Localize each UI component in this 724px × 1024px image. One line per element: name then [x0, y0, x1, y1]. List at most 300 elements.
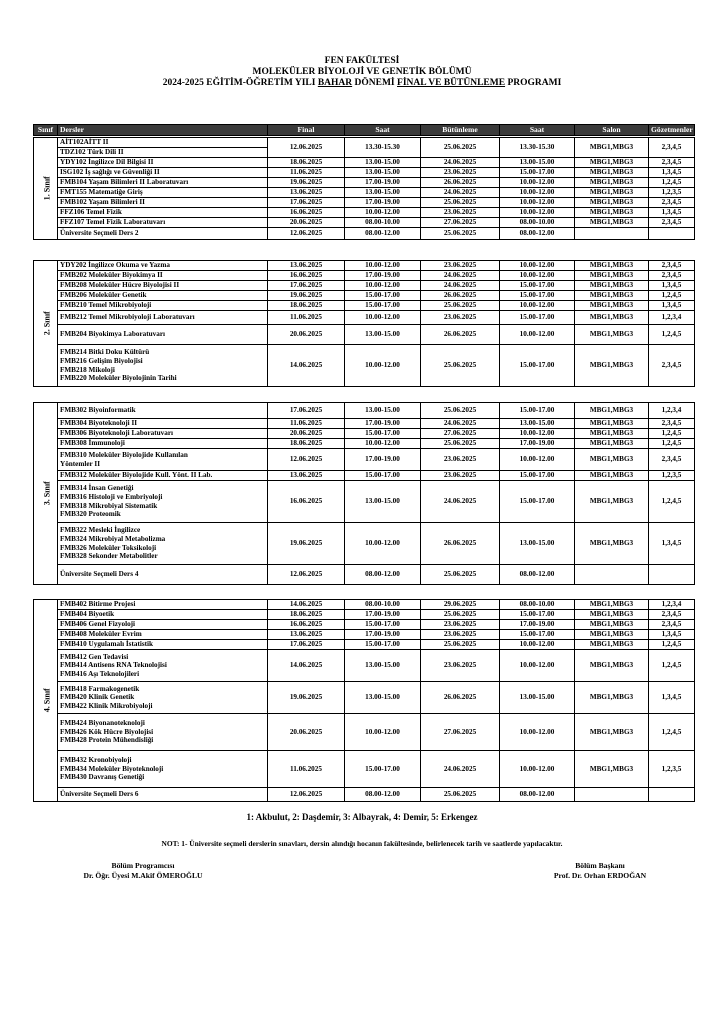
final-time: 10.00-12.00	[345, 208, 421, 218]
course-cell-group	[58, 751, 268, 788]
final-date: 19.06.2025	[268, 178, 345, 188]
proctors: 1,3,4,5	[649, 630, 695, 640]
course-line: FMB316 Histoloji ve Embriyoloji	[60, 492, 163, 501]
makeup-time: 10.00-12.00	[500, 449, 575, 471]
signature-name: Prof. Dr. Orhan ERDOĞAN	[553, 871, 647, 880]
table-row	[34, 640, 695, 650]
room: MBG1,MBG3	[575, 620, 649, 630]
final-time: 13.00-15.00	[345, 325, 421, 345]
table-row	[34, 439, 695, 449]
final-date: 19.06.2025	[268, 682, 345, 714]
table-row	[34, 208, 695, 218]
makeup-date: 23.06.2025	[421, 311, 500, 325]
makeup-time: 10.00-12.00	[500, 429, 575, 439]
course-line: FMB426 Kök Hücre Biyolojisi	[60, 727, 154, 736]
proctors	[649, 228, 695, 240]
proctors: 1,2,3,5	[649, 188, 695, 198]
final-date: 13.06.2025	[268, 471, 345, 481]
proctors: 1,2,4,5	[649, 481, 695, 523]
final-time: 15.00-17.00	[345, 620, 421, 630]
final-time: 13.00-15.00	[345, 168, 421, 178]
final-date: 12.06.2025	[268, 788, 345, 802]
makeup-time: 15.00-17.00	[500, 403, 575, 419]
final-time: 17.00-19.00	[345, 419, 421, 429]
room: MBG1,MBG3	[575, 271, 649, 281]
year-label	[34, 261, 58, 387]
course-cell: Üniversite Seçmeli Ders 6	[58, 788, 268, 802]
table-row	[34, 218, 695, 228]
course-cell: FMB402 Bitirme Projesi	[58, 600, 268, 610]
course-cell: FMB202 Moleküler Biyokimya II	[58, 271, 268, 281]
year-label-text: 1. Sınıf	[42, 176, 52, 201]
makeup-date: 23.06.2025	[421, 620, 500, 630]
col-sinif: Sınıf	[34, 125, 58, 136]
year2-table	[33, 260, 695, 387]
proctors: 2,3,4,5	[649, 620, 695, 630]
program-title-exams: FİNAL VE BÜTÜNLEME	[397, 78, 506, 88]
table-row	[34, 311, 695, 325]
course-cell: FMB212 Temel Mikrobiyoloji Laboratuvarı	[58, 311, 268, 325]
makeup-time: 08.00-10.00	[500, 600, 575, 610]
room: MBG1,MBG3	[575, 345, 649, 387]
makeup-date: 25.06.2025	[421, 403, 500, 419]
table-row	[34, 429, 695, 439]
makeup-date: 24.06.2025	[421, 419, 500, 429]
makeup-time: 08.00-12.00	[500, 565, 575, 585]
course-line: FMB314 İnsan Genetiği	[60, 484, 134, 493]
course-line: FMB424 Biyonanoteknoloji	[60, 719, 145, 728]
room: MBG1,MBG3	[575, 188, 649, 198]
room	[575, 565, 649, 585]
course-cell: FMB410 Uygulamalı İstatistik	[58, 640, 268, 650]
makeup-date: 26.06.2025	[421, 682, 500, 714]
proctors: 2,3,4,5	[649, 449, 695, 471]
table-row	[34, 481, 695, 523]
room: MBG1,MBG3	[575, 138, 649, 158]
final-date: 18.06.2025	[268, 439, 345, 449]
table-row	[34, 291, 695, 301]
program-title-part: PROGRAMI	[505, 78, 562, 88]
course-cell: FMT155 Matematiğe Giriş	[58, 188, 268, 198]
makeup-date: 23.06.2025	[421, 261, 500, 271]
final-date: 18.06.2025	[268, 158, 345, 168]
course-line: FMB328 Sekonder Metabolitler	[60, 552, 158, 561]
course-cell: FMB306 Biyoteknoloji Laboratuvarı	[58, 429, 268, 439]
course-line: FMB418 Farmakogenetik	[60, 684, 140, 693]
final-time: 10.00-12.00	[345, 311, 421, 325]
course-cell-group	[58, 650, 268, 682]
makeup-date: 23.06.2025	[421, 449, 500, 471]
course-cell: YDY202 İngilizce Okuma ve Yazma	[58, 261, 268, 271]
final-date: 20.06.2025	[268, 218, 345, 228]
makeup-time: 13.00-15.00	[500, 419, 575, 429]
room: MBG1,MBG3	[575, 481, 649, 523]
makeup-time: 10.00-12.00	[500, 261, 575, 271]
course-cell-group	[58, 345, 268, 387]
table-row	[34, 188, 695, 198]
makeup-time: 10.00-12.00	[500, 198, 575, 208]
table-row	[34, 281, 695, 291]
program-title-part: DÖNEMİ	[352, 78, 398, 88]
program-title	[0, 78, 724, 89]
proctor-legend: 1: Akbulut, 2: Daşdemir, 3: Albayrak, 4: Demir, 5: Erkengez	[246, 812, 478, 822]
final-time: 17.00-19.00	[345, 178, 421, 188]
proctors: 1,2,4,5	[649, 178, 695, 188]
course-cell: FMB210 Temel Mikrobiyoloji	[58, 301, 268, 311]
makeup-date: 25.06.2025	[421, 640, 500, 650]
proctors: 2,3,4,5	[649, 271, 695, 281]
course-line: Yöntemler II	[60, 459, 100, 468]
table-row	[34, 630, 695, 640]
proctors: 1,3,4,5	[649, 301, 695, 311]
room: MBG1,MBG3	[575, 429, 649, 439]
final-date: 11.06.2025	[268, 168, 345, 178]
final-date: 18.06.2025	[268, 301, 345, 311]
final-time: 13.00-15.00	[345, 188, 421, 198]
table-row	[34, 261, 695, 271]
proctors	[649, 788, 695, 802]
makeup-date: 25.06.2025	[421, 228, 500, 240]
final-time: 08.00-10.00	[345, 218, 421, 228]
final-date: 20.06.2025	[268, 714, 345, 751]
makeup-time: 08.00-12.00	[500, 788, 575, 802]
table-row	[34, 138, 695, 148]
course-cell: FMB104 Yaşam Bilimleri II Laboratuvarı	[58, 178, 268, 188]
makeup-date: 23.06.2025	[421, 168, 500, 178]
makeup-time: 15.00-17.00	[500, 311, 575, 325]
table-row	[34, 620, 695, 630]
makeup-date: 24.06.2025	[421, 188, 500, 198]
makeup-date: 27.06.2025	[421, 429, 500, 439]
makeup-time: 10.00-12.00	[500, 178, 575, 188]
course-cell: FMB304 Biyoteknoloji II	[58, 419, 268, 429]
makeup-date: 24.06.2025	[421, 481, 500, 523]
proctors: 1,3,4,5	[649, 281, 695, 291]
year4-table	[33, 599, 695, 802]
program-title-term: BAHAR	[317, 78, 353, 88]
course-cell: FMB404 Biyoetik	[58, 610, 268, 620]
table-row	[34, 650, 695, 682]
course-line: FMB310 Moleküler Biyolojide Kullanılan	[60, 450, 188, 459]
final-date: 14.06.2025	[268, 345, 345, 387]
final-date: 13.06.2025	[268, 188, 345, 198]
final-date: 14.06.2025	[268, 650, 345, 682]
final-date: 16.06.2025	[268, 208, 345, 218]
room: MBG1,MBG3	[575, 419, 649, 429]
proctors: 1,2,3,4	[649, 403, 695, 419]
course-cell: TDZ102 Türk Dili II	[58, 148, 268, 158]
makeup-time: 10.00-12.00	[500, 325, 575, 345]
final-date: 17.06.2025	[268, 281, 345, 291]
makeup-date: 25.06.2025	[421, 788, 500, 802]
proctors: 2,3,4,5	[649, 419, 695, 429]
proctors: 2,3,4,5	[649, 261, 695, 271]
course-cell: FFZ106 Temel Fizik	[58, 208, 268, 218]
makeup-time: 13.00-15.00	[500, 523, 575, 565]
final-time: 15.00-17.00	[345, 301, 421, 311]
course-cell: FMB208 Moleküler Hücre Biyolojisi II	[58, 281, 268, 291]
year-label-text: 3. Sınıf	[42, 481, 52, 506]
final-date: 20.06.2025	[268, 429, 345, 439]
final-time: 08.00-12.00	[345, 228, 421, 240]
proctors: 2,3,4,5	[649, 345, 695, 387]
room: MBG1,MBG3	[575, 682, 649, 714]
col-butunleme: Bütünleme	[421, 125, 500, 136]
course-cell-group	[58, 682, 268, 714]
final-date: 11.06.2025	[268, 751, 345, 788]
course-cell: FMB408 Moleküler Evrim	[58, 630, 268, 640]
makeup-date: 23.06.2025	[421, 650, 500, 682]
makeup-time: 10.00-12.00	[500, 271, 575, 281]
table-row	[34, 565, 695, 585]
final-date: 19.06.2025	[268, 523, 345, 565]
course-line: FMB324 Mikrobiyal Metabolizma	[60, 534, 166, 543]
makeup-time: 17.00-19.00	[500, 620, 575, 630]
makeup-date: 25.06.2025	[421, 610, 500, 620]
final-time: 17.00-19.00	[345, 449, 421, 471]
final-date: 12.06.2025	[268, 228, 345, 240]
year-label	[34, 403, 58, 585]
footnote: NOT: 1- Üniversite seçmeli derslerin sınavları, dersin alındığı hocanın fakültesinde, belirlenecek tarih ve saatlerde yapılacaktır.	[161, 839, 563, 848]
final-time: 13.30-15.30	[345, 138, 421, 158]
col-final: Final	[268, 125, 345, 136]
course-cell: FMB206 Moleküler Genetik	[58, 291, 268, 301]
course-cell: YDY102 İngilizce Dil Bilgisi II	[58, 158, 268, 168]
signature-right	[530, 861, 670, 881]
final-time: 10.00-12.00	[345, 261, 421, 271]
room: MBG1,MBG3	[575, 471, 649, 481]
makeup-date: 24.06.2025	[421, 271, 500, 281]
proctors: 2,3,4,5	[649, 198, 695, 208]
final-time: 13.00-15.00	[345, 481, 421, 523]
table-row	[34, 682, 695, 714]
makeup-time: 13.00-15.00	[500, 158, 575, 168]
makeup-time: 10.00-12.00	[500, 640, 575, 650]
course-line: FMB218 Mikoloji	[60, 365, 115, 374]
final-time: 17.00-19.00	[345, 610, 421, 620]
final-time: 17.00-19.00	[345, 630, 421, 640]
room: MBG1,MBG3	[575, 449, 649, 471]
room: MBG1,MBG3	[575, 325, 649, 345]
room	[575, 788, 649, 802]
col-salon: Salon	[575, 125, 649, 136]
room: MBG1,MBG3	[575, 523, 649, 565]
proctors: 1,3,4,5	[649, 208, 695, 218]
makeup-time: 10.00-12.00	[500, 301, 575, 311]
makeup-time: 15.00-17.00	[500, 291, 575, 301]
proctors: 1,3,4,5	[649, 523, 695, 565]
makeup-date: 27.06.2025	[421, 714, 500, 751]
room	[575, 228, 649, 240]
makeup-date: 23.06.2025	[421, 630, 500, 640]
makeup-time: 10.00-12.00	[500, 650, 575, 682]
makeup-time: 10.00-12.00	[500, 714, 575, 751]
course-cell: FMB406 Genel Fizyoloji	[58, 620, 268, 630]
year-label	[34, 138, 58, 240]
makeup-date: 26.06.2025	[421, 325, 500, 345]
course-line: FMB214 Bitki Doku Kültürü	[60, 348, 150, 357]
table-row	[34, 198, 695, 208]
course-cell: Üniversite Seçmeli Ders 2	[58, 228, 268, 240]
year-label-text: 2. Sınıf	[42, 311, 52, 336]
table-row	[34, 228, 695, 240]
makeup-time: 15.00-17.00	[500, 630, 575, 640]
room: MBG1,MBG3	[575, 600, 649, 610]
department-title: MOLEKÜLER BİYOLOJİ VE GENETİK BÖLÜMÜ	[252, 67, 472, 77]
course-line: FMB216 Gelişim Biyolojisi	[60, 356, 143, 365]
course-line: FMB322 Mesleki İngilizce	[60, 526, 141, 535]
course-line: FMB320 Proteomik	[60, 510, 121, 519]
program-title-part: 2024-2025 EĞİTİM-ÖĞRETİM YILI	[162, 78, 318, 88]
proctors: 1,3,4,5	[649, 168, 695, 178]
final-time: 13.00-15.00	[345, 158, 421, 168]
makeup-time: 15.00-17.00	[500, 281, 575, 291]
makeup-date: 25.06.2025	[421, 439, 500, 449]
course-cell-group	[58, 523, 268, 565]
room: MBG1,MBG3	[575, 439, 649, 449]
final-date: 12.06.2025	[268, 565, 345, 585]
makeup-time: 15.00-17.00	[500, 610, 575, 620]
final-time: 15.00-17.00	[345, 471, 421, 481]
makeup-date: 25.06.2025	[421, 301, 500, 311]
makeup-time: 13.00-15.00	[500, 682, 575, 714]
proctors: 1,2,4,5	[649, 429, 695, 439]
makeup-date: 25.06.2025	[421, 138, 500, 158]
final-time: 17.00-19.00	[345, 271, 421, 281]
course-line: FMB220 Moleküler Biyolojinin Tarihi	[60, 374, 177, 383]
final-date: 12.06.2025	[268, 449, 345, 471]
makeup-date: 26.06.2025	[421, 291, 500, 301]
table-row	[34, 345, 695, 387]
room: MBG1,MBG3	[575, 281, 649, 291]
makeup-date: 24.06.2025	[421, 281, 500, 291]
final-date: 13.06.2025	[268, 630, 345, 640]
col-saat-2: Saat	[500, 125, 575, 136]
signature-name: Dr. Öğr. Üyesi M.Akif ÖMEROĞLU	[83, 871, 203, 880]
course-cell: FMB312 Moleküler Biyolojide Kull. Yönt. II Lab.	[58, 471, 268, 481]
proctors: 2,3,4,5	[649, 138, 695, 158]
final-date: 13.06.2025	[268, 261, 345, 271]
makeup-time: 08.00-10.00	[500, 218, 575, 228]
final-date: 11.06.2025	[268, 311, 345, 325]
makeup-time: 08.00-12.00	[500, 228, 575, 240]
makeup-time: 10.00-12.00	[500, 208, 575, 218]
room: MBG1,MBG3	[575, 158, 649, 168]
proctors: 1,2,4,5	[649, 650, 695, 682]
course-cell: FFZ107 Temel Fizik Laboratuvarı	[58, 218, 268, 228]
proctors: 2,3,4,5	[649, 158, 695, 168]
table-row	[34, 471, 695, 481]
course-cell: Üniversite Seçmeli Ders 4	[58, 565, 268, 585]
course-cell-group	[58, 481, 268, 523]
final-time: 08.00-10.00	[345, 600, 421, 610]
makeup-time: 17.00-19.00	[500, 439, 575, 449]
course-cell: FMB102 Yaşam Bilimleri II	[58, 198, 268, 208]
course-cell-group	[58, 449, 268, 471]
table-row	[34, 301, 695, 311]
makeup-date: 27.06.2025	[421, 218, 500, 228]
final-time: 15.00-17.00	[345, 291, 421, 301]
table-row	[34, 714, 695, 751]
year3-table	[33, 402, 695, 585]
room: MBG1,MBG3	[575, 650, 649, 682]
final-time: 15.00-17.00	[345, 429, 421, 439]
final-date: 14.06.2025	[268, 600, 345, 610]
room: MBG1,MBG3	[575, 178, 649, 188]
makeup-time: 10.00-12.00	[500, 188, 575, 198]
makeup-date: 23.06.2025	[421, 471, 500, 481]
course-line: FMB318 Mikrobiyal Sistematik	[60, 501, 158, 510]
column-header	[33, 124, 695, 136]
final-date: 12.06.2025	[268, 138, 345, 158]
proctors: 1,3,4,5	[649, 682, 695, 714]
signature-title: Bölüm Programcısı	[111, 861, 175, 870]
makeup-date: 24.06.2025	[421, 158, 500, 168]
proctors: 1,2,3,4	[649, 311, 695, 325]
makeup-date: 25.06.2025	[421, 565, 500, 585]
course-line: FMB422 Klinik Mikrobiyoloji	[60, 701, 153, 710]
final-time: 13.00-15.00	[345, 650, 421, 682]
col-saat: Saat	[345, 125, 421, 136]
room: MBG1,MBG3	[575, 640, 649, 650]
final-date: 17.06.2025	[268, 403, 345, 419]
final-time: 10.00-12.00	[345, 281, 421, 291]
makeup-date: 26.06.2025	[421, 178, 500, 188]
proctors: 1,2,3,4	[649, 600, 695, 610]
table-row	[34, 600, 695, 610]
year1-table	[33, 137, 695, 240]
makeup-date: 25.06.2025	[421, 345, 500, 387]
proctors: 1,2,3,5	[649, 471, 695, 481]
final-time: 15.00-17.00	[345, 640, 421, 650]
final-date: 19.06.2025	[268, 291, 345, 301]
year-label	[34, 600, 58, 802]
final-time: 08.00-12.00	[345, 788, 421, 802]
course-line: FMB434 Moleküler Biyoteknoloji	[60, 764, 164, 773]
room: MBG1,MBG3	[575, 208, 649, 218]
course-line: FMB414 Antisens RNA Teknolojisi	[60, 661, 167, 670]
room: MBG1,MBG3	[575, 261, 649, 271]
final-date: 16.06.2025	[268, 271, 345, 281]
proctors: 1,2,4,5	[649, 439, 695, 449]
final-date: 16.06.2025	[268, 481, 345, 523]
proctors: 1,2,3,5	[649, 751, 695, 788]
table-row	[34, 271, 695, 281]
room: MBG1,MBG3	[575, 291, 649, 301]
course-line: FMB416 Aşı Teknolojileri	[60, 669, 140, 678]
room: MBG1,MBG3	[575, 403, 649, 419]
final-time: 17.00-19.00	[345, 198, 421, 208]
makeup-date: 23.06.2025	[421, 208, 500, 218]
table-row	[34, 419, 695, 429]
document-header	[0, 56, 724, 89]
final-time: 10.00-12.00	[345, 439, 421, 449]
course-cell: FMB204 Biyokimya Laboratuvarı	[58, 325, 268, 345]
course-cell-group	[58, 714, 268, 751]
room: MBG1,MBG3	[575, 218, 649, 228]
signature-title: Bölüm Başkanı	[575, 861, 625, 870]
room: MBG1,MBG3	[575, 610, 649, 620]
signature-left	[58, 861, 228, 881]
final-time: 13.00-15.00	[345, 403, 421, 419]
room: MBG1,MBG3	[575, 630, 649, 640]
room: MBG1,MBG3	[575, 751, 649, 788]
proctors	[649, 565, 695, 585]
course-cell: ISG102 İş sağlığı ve Güvenliği II	[58, 168, 268, 178]
course-line: FMB412 Gen Tedavisi	[60, 652, 129, 661]
makeup-time: 10.00-12.00	[500, 751, 575, 788]
col-gozetmenler: Gözetmenler	[649, 125, 695, 136]
